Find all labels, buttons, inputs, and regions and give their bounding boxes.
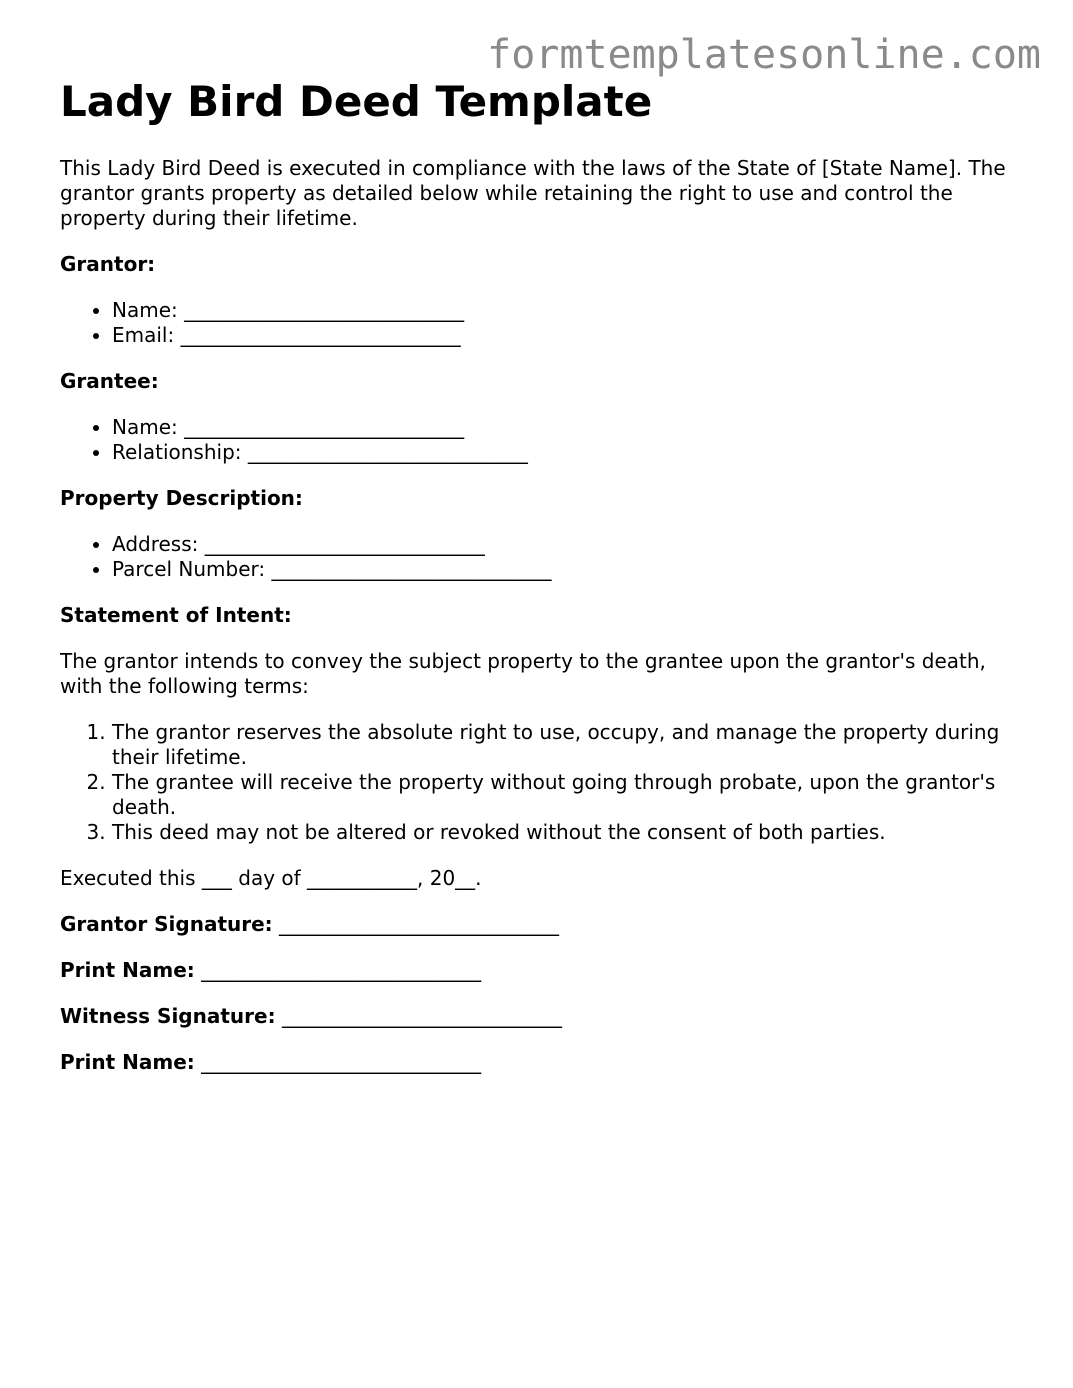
grantee-fields xyxy=(60,415,1020,465)
grantor-fields xyxy=(60,298,1020,348)
witness-print-name-line: ____________________________ xyxy=(201,1050,482,1074)
property-address-field: • Address: ____________________________ xyxy=(112,532,1020,557)
intent-term: 2. The grantee will receive the property without going through probate, upon the grantor's death. xyxy=(112,770,1020,820)
grantee-name-field: • Name: ____________________________ xyxy=(112,415,1020,440)
page-title: Lady Bird Deed Template xyxy=(60,77,653,126)
grantor-name-field: • Name: ____________________________ xyxy=(112,298,1020,323)
grantee-heading: Grantee: xyxy=(60,369,159,393)
grantor-print-name-row xyxy=(60,958,1020,983)
witness-signature-row xyxy=(60,1004,1020,1029)
intent-heading: Statement of Intent: xyxy=(60,603,292,627)
intent-paragraph: The grantor intends to convey the subject property to the grantee upon the grantor's death, with the following terms: xyxy=(60,649,986,698)
witness-signature-label: Witness Signature: xyxy=(60,1004,276,1028)
property-heading: Property Description: xyxy=(60,486,303,510)
grantor-heading: Grantor: xyxy=(60,252,156,276)
witness-signature-line: ____________________________ xyxy=(281,1004,562,1028)
executed-line: Executed this ___ day of ___________, 20__. xyxy=(60,866,482,890)
intent-terms xyxy=(60,720,1020,845)
watermark: formtemplatesonline.com xyxy=(487,32,1041,78)
grantee-relationship-field: • Relationship: ____________________________ xyxy=(112,440,1020,465)
witness-print-name-label: Print Name: xyxy=(60,1050,195,1074)
intent-term: 3. This deed may not be altered or revoked without the consent of both parties. xyxy=(112,820,1020,845)
witness-print-name-row xyxy=(60,1050,1020,1075)
grantor-email-field: • Email: ____________________________ xyxy=(112,323,1020,348)
grantor-print-name-line: ____________________________ xyxy=(201,958,482,982)
property-parcel-field: • Parcel Number: ____________________________ xyxy=(112,557,1020,582)
intro-paragraph: This Lady Bird Deed is executed in compliance with the laws of the State of [State Name]. The grantor grants property as detailed below while retaining the right to use and control the property during their lifetime. xyxy=(60,156,1006,230)
grantor-signature-label: Grantor Signature: xyxy=(60,912,273,936)
document-body xyxy=(60,76,1020,1096)
property-fields xyxy=(60,532,1020,582)
grantor-signature-row xyxy=(60,912,1020,937)
intent-term: 1. The grantor reserves the absolute right to use, occupy, and manage the property during their lifetime. xyxy=(112,720,1020,770)
grantor-signature-line: ____________________________ xyxy=(279,912,560,936)
grantor-print-name-label: Print Name: xyxy=(60,958,195,982)
